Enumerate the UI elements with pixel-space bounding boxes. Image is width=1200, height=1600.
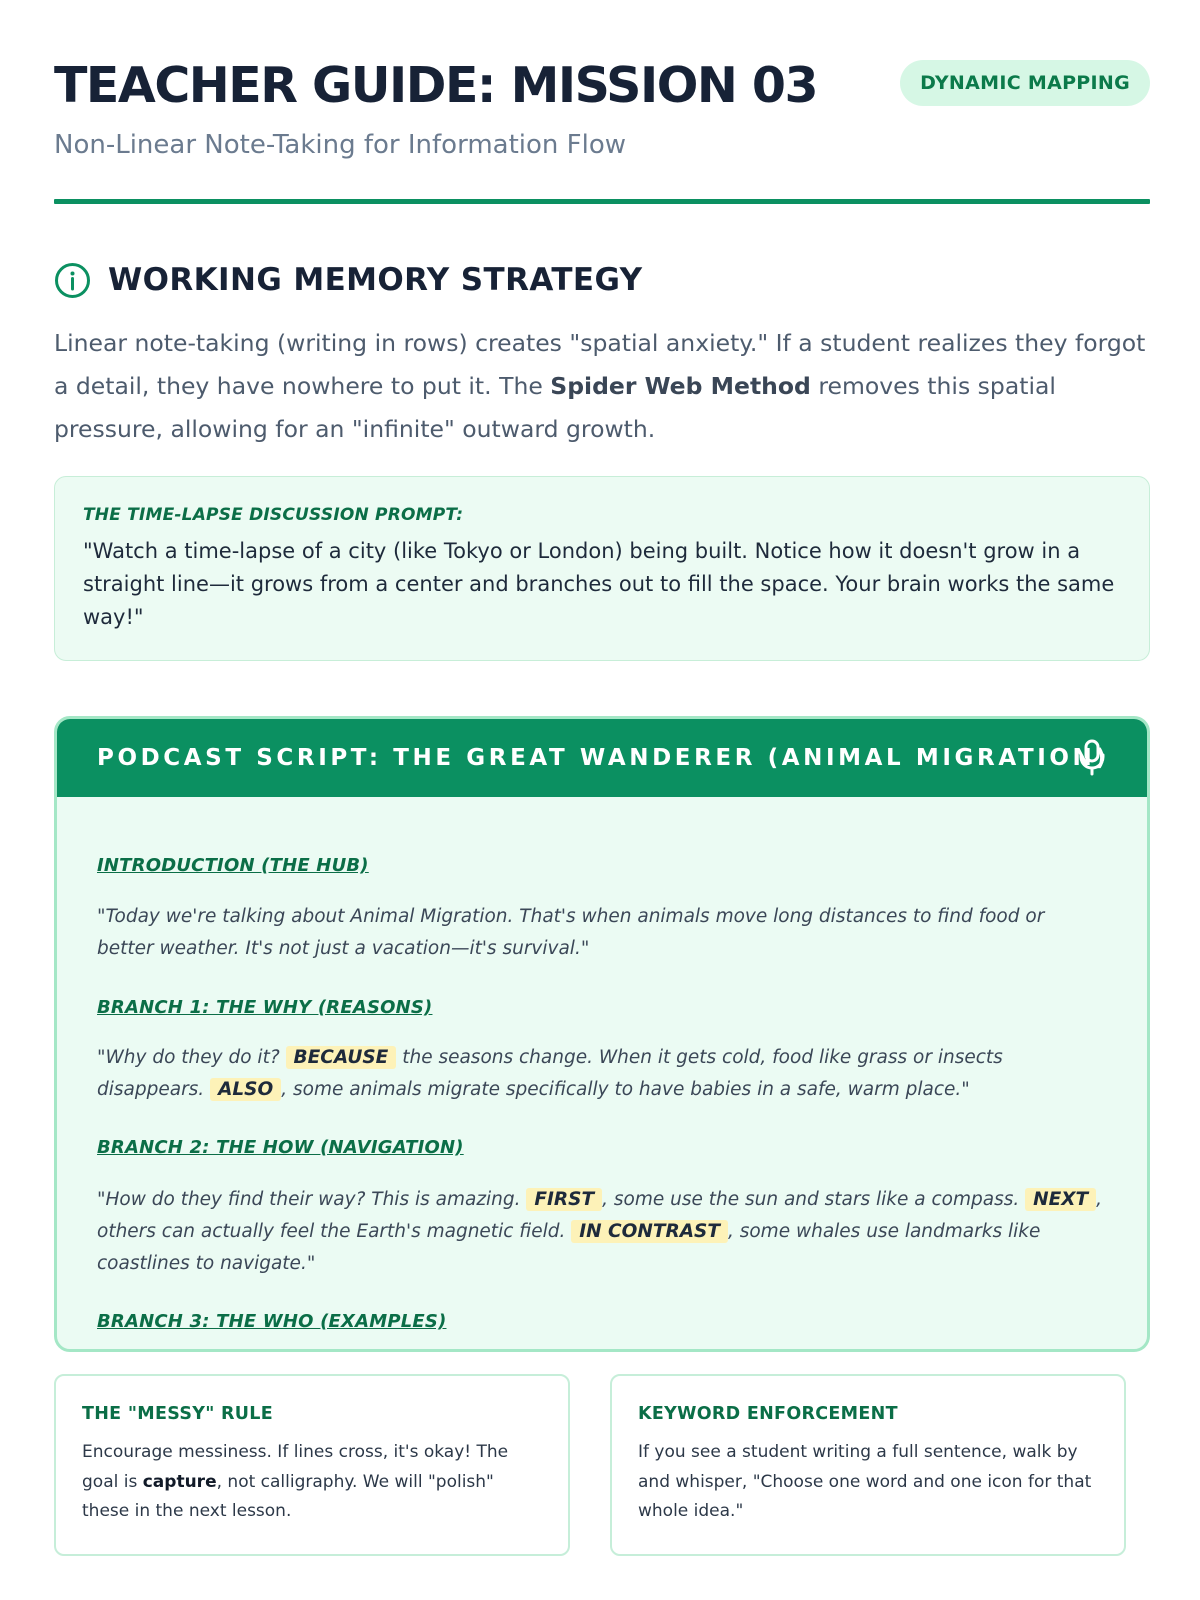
keyword-next: NEXT — [1025, 1188, 1096, 1211]
branch-2-text — [97, 1184, 1102, 1280]
branch-1-text-2: the seasons change. When it gets cold, food like grass or insects disappears. — [97, 1047, 1003, 1100]
branch-2-heading: BRANCH 2: THE HOW (NAVIGATION) — [97, 1137, 464, 1158]
intro-text: "Today we're talking about Animal Migration. That's when animals move long distances to find food or better weather. It's not just a vacation—it's survival." — [97, 906, 1045, 959]
strategy-paragraph — [54, 322, 1150, 451]
strategy-text-1: Linear note-taking (writing in rows) creates "spatial anxiety." If a student realizes they forgot a detail, they have nowhere to put it. The — [54, 329, 1146, 400]
intro-heading: INTRODUCTION (THE HUB) — [97, 855, 369, 876]
info-icon — [54, 262, 91, 299]
messy-rule-text-2: , not calligraphy. We will "polish" these in the next lesson. — [82, 1471, 494, 1521]
prompt-text: "Watch a time-lapse of a city (like Tokyo or London) being built. Notice how it doesn't grow in a straight line—it grows from a center and branches out to fill the space. Your brain works the same way!" — [83, 539, 1115, 629]
dynamic-mapping-badge: DYNAMIC MAPPING — [900, 60, 1150, 106]
branch-1-text — [97, 1042, 1102, 1106]
keyword-enforcement-title: KEYWORD ENFORCEMENT — [638, 1404, 898, 1424]
keyword-enforcement-text: If you see a student writing a full sentence, walk by and whisper, "Choose one word and one icon for that whole idea." — [638, 1442, 1092, 1521]
keyword-in-contrast: IN CONTRAST — [571, 1220, 728, 1243]
spider-web-method-term: Spider Web Method — [550, 372, 811, 400]
prompt-label: THE TIME-LAPSE DISCUSSION PROMPT: — [83, 505, 464, 525]
header — [54, 50, 1150, 120]
podcast-script-body[interactable] — [97, 797, 1107, 1347]
branch-1-text-1: "Why do they do it? — [97, 1047, 286, 1068]
working-memory-heading — [54, 260, 1150, 300]
branch-2-text-3: , others can actually feel the Earth's magnetic field. — [97, 1189, 1103, 1242]
branch-2-text-2: , some use the sun and stars like a compass. — [602, 1189, 1026, 1210]
messy-rule-text — [82, 1438, 542, 1527]
messy-rule-text-1: Encourage messiness. If lines cross, it's okay! The goal is — [82, 1442, 509, 1492]
strategy-text-2: removes this spatial pressure, allowing for an "infinite" outward growth. — [54, 372, 1056, 443]
messy-rule-card — [54, 1374, 570, 1556]
section-title: WORKING MEMORY STRATEGY — [108, 262, 643, 298]
page-subtitle: Non-Linear Note-Taking for Information Flow — [54, 130, 626, 160]
branch-1-heading: BRANCH 1: THE WHY (REASONS) — [97, 997, 433, 1018]
branch-3-heading: BRANCH 3: THE WHO (EXAMPLES) — [97, 1311, 447, 1332]
podcast-header-bar — [57, 719, 1147, 797]
branch-2-text-4: , some whales use landmarks like coastlines to navigate." — [97, 1221, 1041, 1274]
keyword-because: BECAUSE — [286, 1046, 397, 1069]
header-divider — [54, 199, 1150, 204]
microphone-icon — [1077, 739, 1107, 777]
keyword-first: FIRST — [526, 1188, 602, 1211]
podcast-title: PODCAST SCRIPT: THE GREAT WANDERER (ANIMAL MIGRATION) — [97, 745, 1110, 771]
branch-2-text-1: "How do they find their way? This is amazing. — [97, 1189, 527, 1210]
keyword-also: ALSO — [210, 1078, 281, 1101]
keyword-enforcement-card — [610, 1374, 1126, 1556]
discussion-prompt-box — [54, 476, 1150, 661]
messy-rule-title: THE "MESSY" RULE — [82, 1404, 274, 1424]
podcast-script-card — [54, 716, 1150, 1352]
page-title: TEACHER GUIDE: MISSION 03 — [54, 57, 818, 114]
capture-term: capture — [142, 1471, 217, 1492]
branch-1-text-3: , some animals migrate specifically to have babies in a safe, warm place." — [281, 1079, 970, 1100]
